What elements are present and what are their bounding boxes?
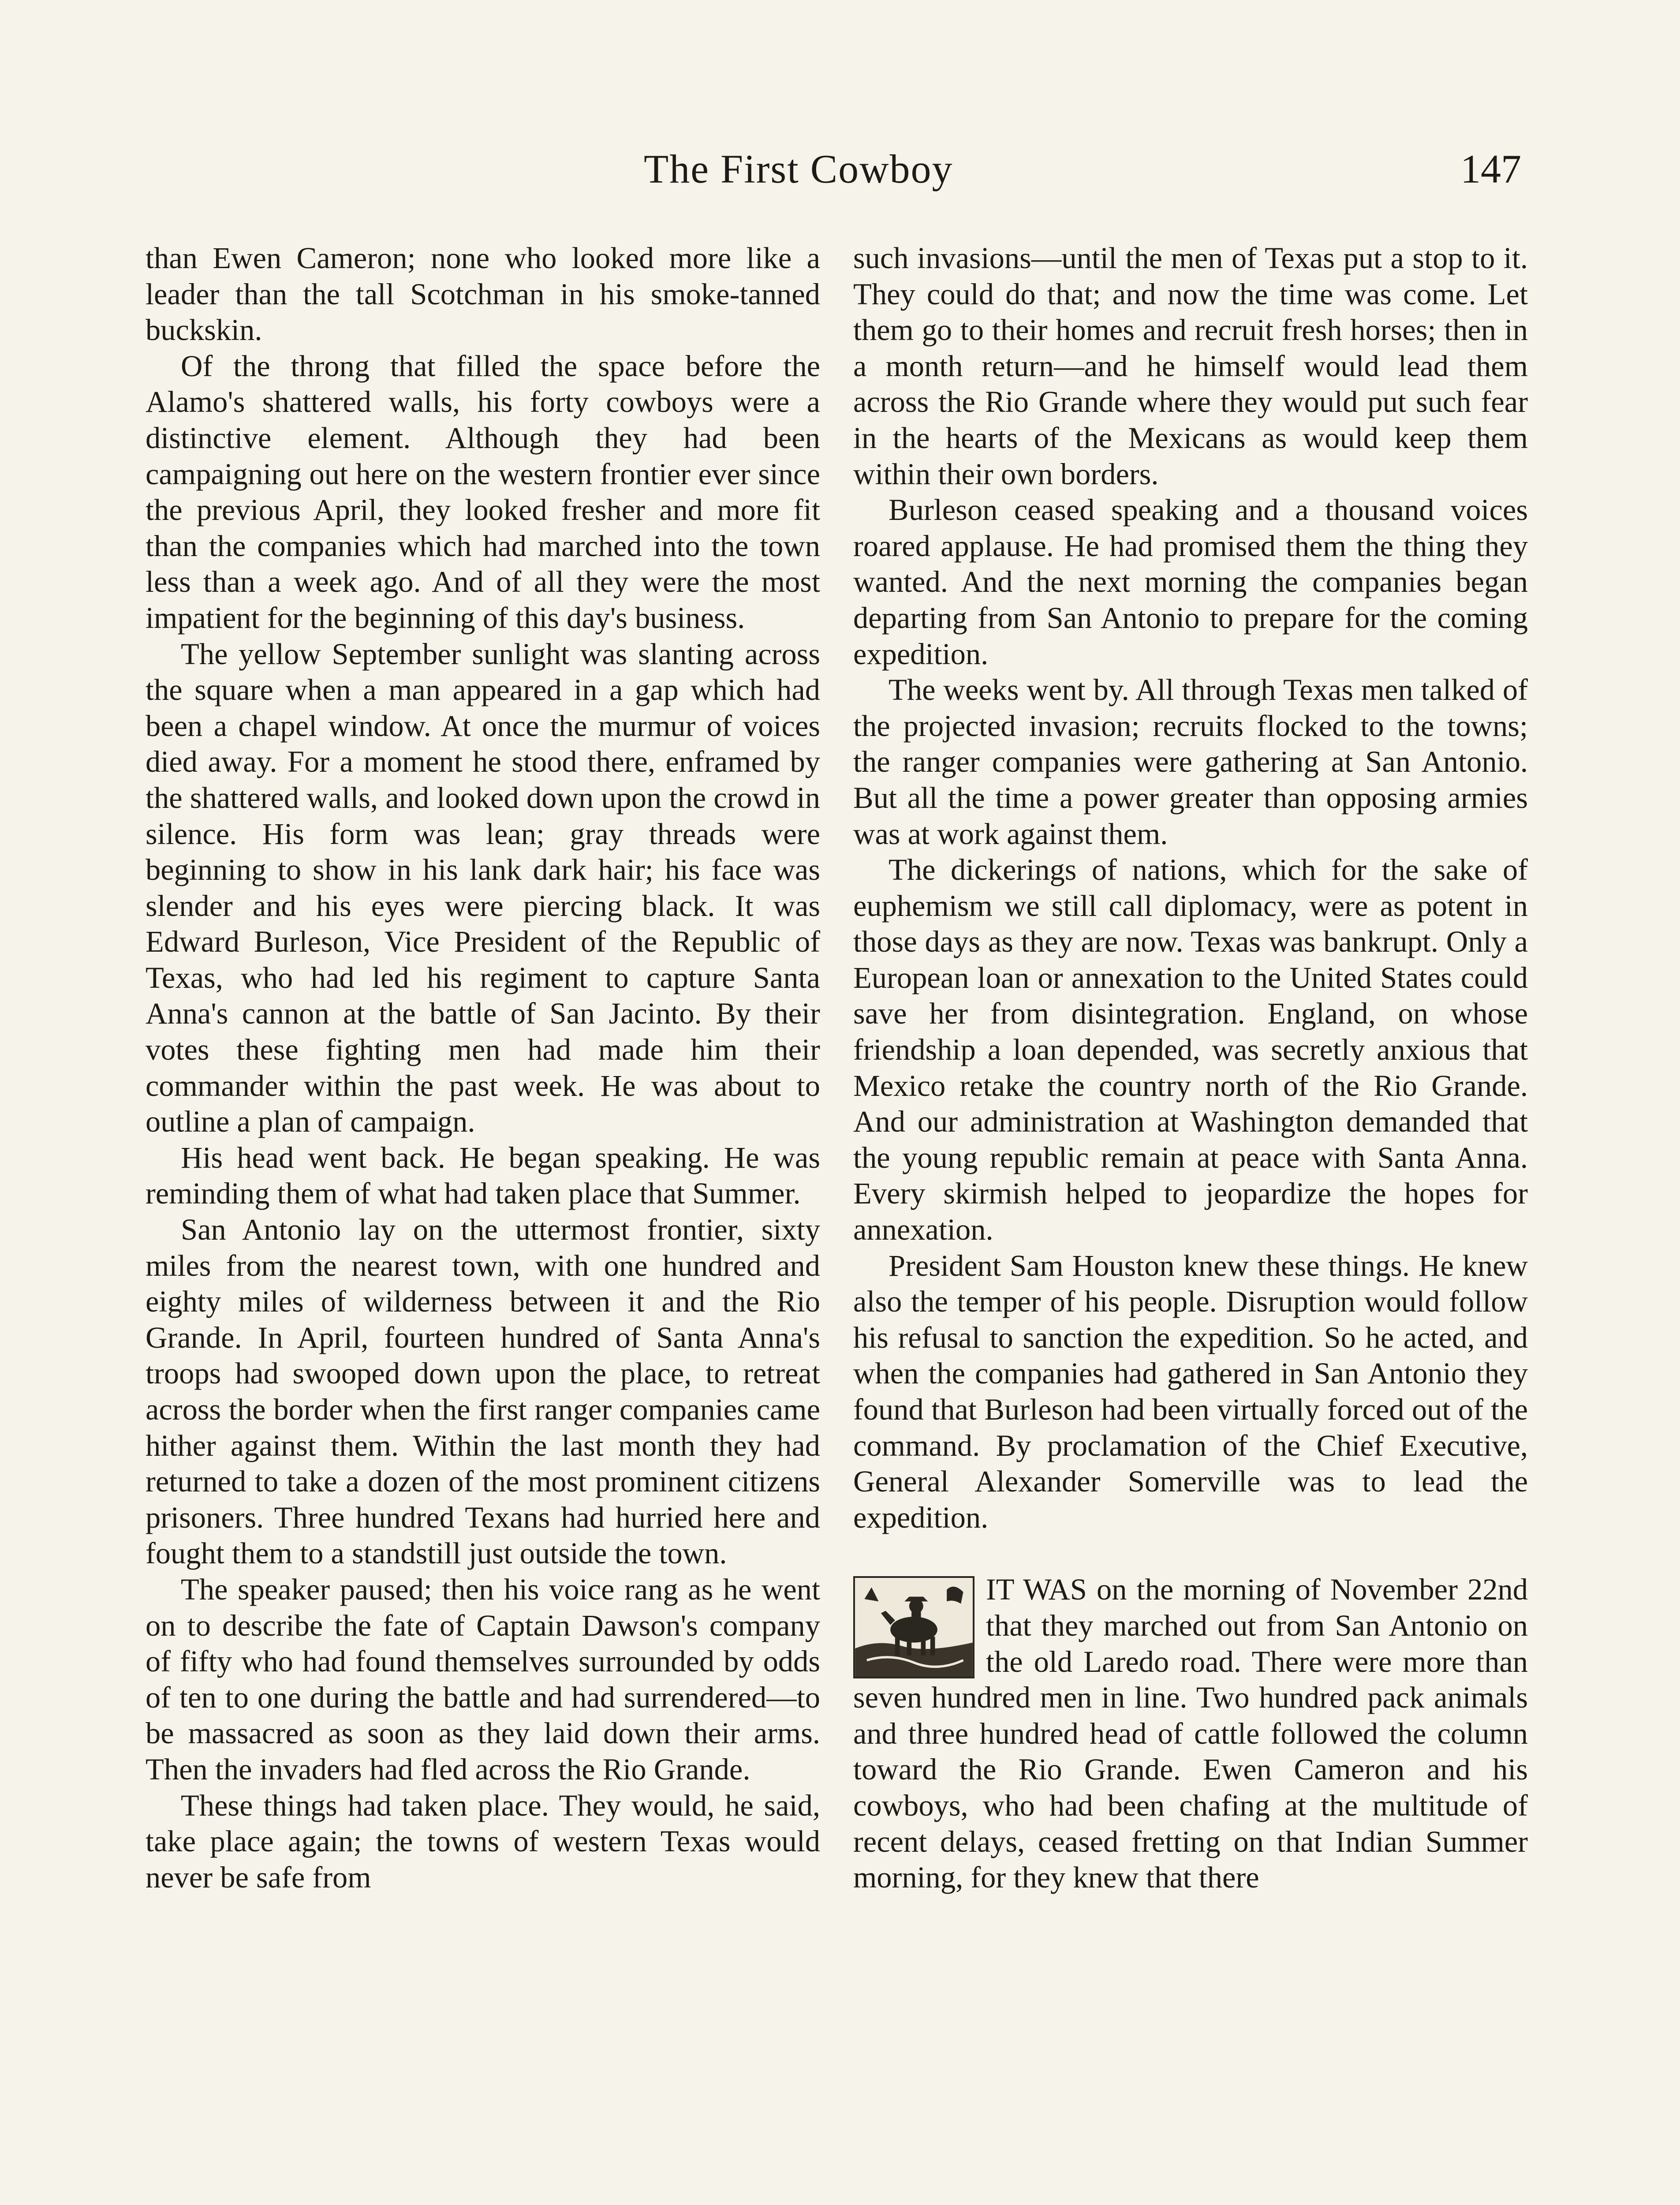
cowboy-illustration-icon [853, 1576, 974, 1678]
section-two-text: IT WAS on the morning of November 22nd that they marched out from San Antonio on the old Laredo road. There were more than seven hundred men in line. Two hundred pack animals and three hundred head of cattle followed the column toward the Rio Grande. Ewen Cameron and his cowboys, who had been chafing at the multitude of recent delays, ceased fretting on that Indian Summer morning, for they knew that there [853, 1573, 1528, 1895]
paragraph: San Antonio lay on the uttermost frontier, sixty miles from the nearest town, with one hundred and eighty miles of wilderness between it and the Rio Grande. In April, fourteen hundred of Santa Anna's troops had swooped down upon the place, to retreat across the border when the first ranger companies came hither against them. Within the last month they had returned to take a dozen of the most prominent citizens prisoners. Three hundred Texans had hurried here and fought them to a standstill just outside the town. [146, 1213, 820, 1570]
running-head [0, 146, 1680, 207]
page-title: The First Cowboy [644, 146, 953, 191]
paragraph: His head went back. He began speaking. He was reminding them of what had taken place that Summer. [146, 1140, 820, 1211]
page-number: 147 [1460, 146, 1521, 191]
paragraph: such invasions—until the men of Texas put a stop to it. They could do that; and now the time was come. Let them go to their homes and recruit fresh horses; then in a month return—and he himself would lead them across the Rio Grande where they would put such fear in the hearts of the Mexicans as would keep them within their own borders. [853, 241, 1528, 491]
paragraph: The dickerings of nations, which for the sake of euphemism we still call diplomacy, were as potent in those days as they are now. Texas was bankrupt. Only a European loan or annexation to the United States could save her from disintegration. England, on whose friendship a loan depended, was secretly anxious that Mexico retake the country north of the Rio Grande. And our administration at Washington demanded that the young republic remain at peace with Santa Anna. Every skirmish helped to jeopardize the hopes for annexation. [853, 853, 1528, 1247]
section-two [853, 1572, 1528, 1895]
paragraph: Of the throng that filled the space before the Alamo's shattered walls, his forty cowboys were a distinctive element. Although they had been campaigning out here on the western frontier ever since the previous April, they looked fresher and more fit than the companies which had marched into the town less than a week ago. And of all they were the most impatient for the beginning of this day's business. [146, 349, 820, 635]
paragraph: These things had taken place. They would, he said, take place again; the towns of western Texas would never be safe from [146, 1788, 820, 1894]
paragraph: than Ewen Cameron; none who looked more like a leader than the tall Scotchman in his smoke-tanned buckskin. [146, 241, 820, 347]
paragraph: The speaker paused; then his voice rang as he went on to describe the fate of Captain Dawson's company of fifty who had found themselves surrounded by odds of ten to one during the battle and had surrendered—to be massacred as soon as they laid down their arms. Then the invaders had fled across the Rio Grande. [146, 1572, 820, 1786]
paragraph: The weeks went by. All through Texas men talked of the projected invasion; recruits flocked to the towns; the ranger companies were gathering at San Antonio. But all the time a power greater than opposing armies was at work against them. [853, 673, 1528, 851]
paragraph: The yellow September sunlight was slanting across the square when a man appeared in a gap which had been a chapel window. At once the murmur of voices died away. For a moment he stood there, enframed by the shattered walls, and looked down upon the crowd in silence. His form was lean; gray threads were beginning to show in his lank dark hair; his face was slender and his eyes were piercing black. It was Edward Burleson, Vice President of the Republic of Texas, who had led his regiment to capture Santa Anna's cannon at the battle of San Jacinto. By their votes these fighting men had made him their commander within the past week. He was about to outline a plan of campaign. [146, 637, 820, 1139]
left-column [146, 240, 820, 1895]
paragraph: President Sam Houston knew these things. He knew also the temper of his people. Disruption would follow his refusal to sanction the expedition. So he acted, and when the companies had gathered in San Antonio they found that Burleson had been virtually forced out of the command. By proclamation of the Chief Executive, General Alexander Somerville was to lead the expedition. [853, 1248, 1528, 1534]
right-column [853, 240, 1528, 1896]
paragraph: Burleson ceased speaking and a thousand voices roared applause. He had promised them the thing they wanted. And the next morning the companies began departing from San Antonio to prepare for the coming expedition. [853, 493, 1528, 671]
